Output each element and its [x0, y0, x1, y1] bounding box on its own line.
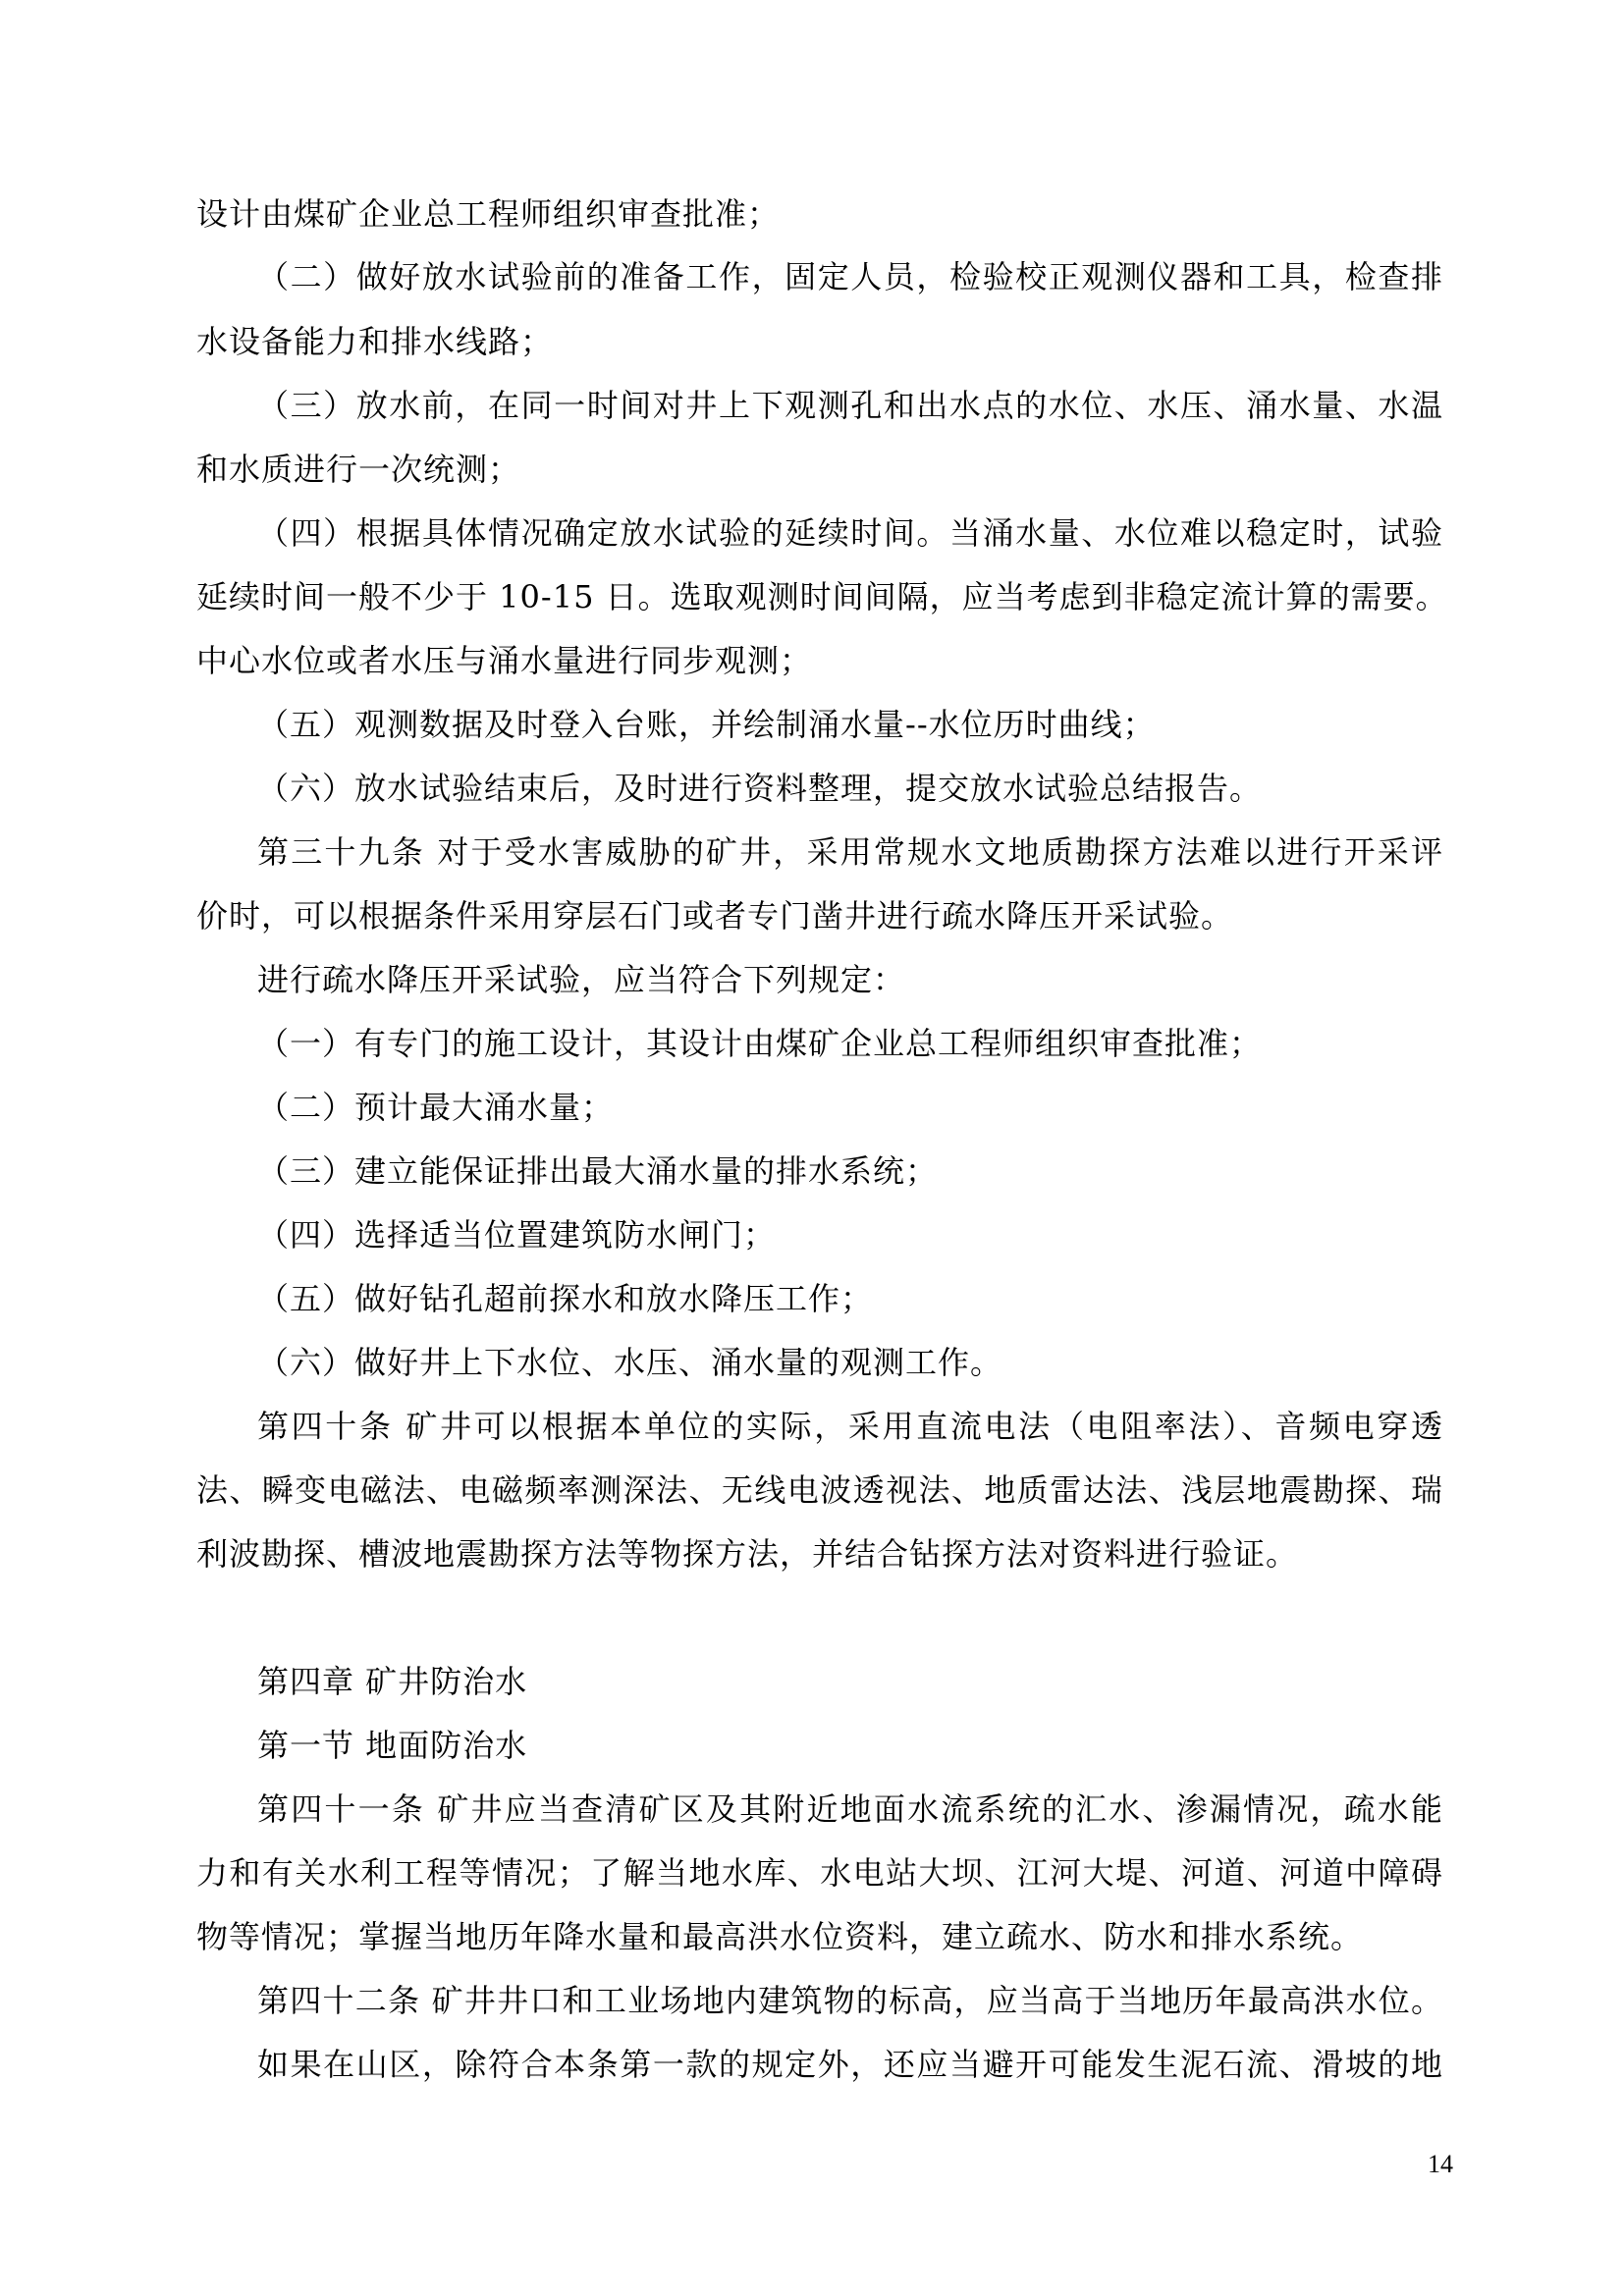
text-line: 第四十条 矿井可以根据本单位的实际，采用直流电法（电阻率法）、音频电穿透 — [257, 1408, 1443, 1445]
text-line: 价时，可以根据条件采用穿层石门或者专门凿井进行疏水降压开采试验。 — [196, 897, 1234, 934]
text-line: 延续时间一般不少于 10-15 日。选取观测时间间隔，应当考虑到非稳定流计算的需要。 — [196, 578, 1448, 615]
text-line: 第四十二条 矿井井口和工业场地内建筑物的标高，应当高于当地历年最高洪水位。 — [257, 1982, 1443, 2019]
text-line: （四）根据具体情况确定放水试验的延续时间。当涌水量、水位难以稳定时，试验 — [257, 514, 1443, 552]
text-line: 利波勘探、槽波地震勘探方法等物探方法，并结合钻探方法对资料进行验证。 — [196, 1535, 1299, 1573]
text-line: 力和有关水利工程等情况；了解当地水库、水电站大坝、江河大堤、河道、河道中障碍 — [196, 1854, 1443, 1892]
text-line: 第四十一条 矿井应当查清矿区及其附近地面水流系统的汇水、渗漏情况，疏水能 — [257, 1790, 1443, 1828]
text-line: （三）建立能保证排出最大涌水量的排水系统； — [257, 1152, 939, 1190]
text-line: （一）有专门的施工设计，其设计由煤矿企业总工程师组织审查批准； — [257, 1025, 1263, 1062]
text-line: （五）做好钻孔超前探水和放水降压工作； — [257, 1280, 874, 1317]
text-line: （四）选择适当位置建筑防水闸门； — [257, 1216, 777, 1254]
page-number: 14 — [1428, 2150, 1453, 2178]
text-line: 第三十九条 对于受水害威胁的矿井，采用常规水文地质勘探方法难以进行开采评 — [257, 833, 1443, 871]
chapter-heading: 第四章 矿井防治水 — [257, 1663, 528, 1700]
text-line: （三）放水前，在同一时间对井上下观测孔和出水点的水位、水压、涌水量、水温 — [257, 387, 1443, 424]
text-line: 水设备能力和排水线路； — [196, 323, 554, 360]
text-line: 如果在山区，除符合本条第一款的规定外，还应当避开可能发生泥石流、滑坡的地 — [257, 2046, 1443, 2083]
text-line: 和水质进行一次统测； — [196, 451, 521, 488]
text-line: 法、瞬变电磁法、电磁频率测深法、无线电波透视法、地质雷达法、浅层地震勘探、瑞 — [196, 1471, 1443, 1509]
text-line: （五）观测数据及时登入台账，并绘制涌水量--水位历时曲线； — [257, 706, 1156, 743]
section-heading: 第一节 地面防治水 — [257, 1727, 528, 1764]
text-line: （二）做好放水试验前的准备工作，固定人员，检验校正观测仪器和工具，检查排 — [257, 258, 1443, 295]
text-line: （六）做好井上下水位、水压、涌水量的观测工作。 — [257, 1344, 1003, 1381]
text-line: 进行疏水降压开采试验，应当符合下列规定： — [257, 961, 906, 998]
text-line: 中心水位或者水压与涌水量进行同步观测； — [196, 642, 813, 679]
text-line: 物等情况；掌握当地历年降水量和最高洪水位资料，建立疏水、防水和排水系统。 — [196, 1918, 1364, 1955]
text-line: （六）放水试验结束后，及时进行资料整理，提交放水试验总结报告。 — [257, 770, 1263, 807]
text-line: （二）预计最大涌水量； — [257, 1089, 615, 1126]
text-line: 设计由煤矿企业总工程师组织审查批准； — [196, 195, 781, 233]
